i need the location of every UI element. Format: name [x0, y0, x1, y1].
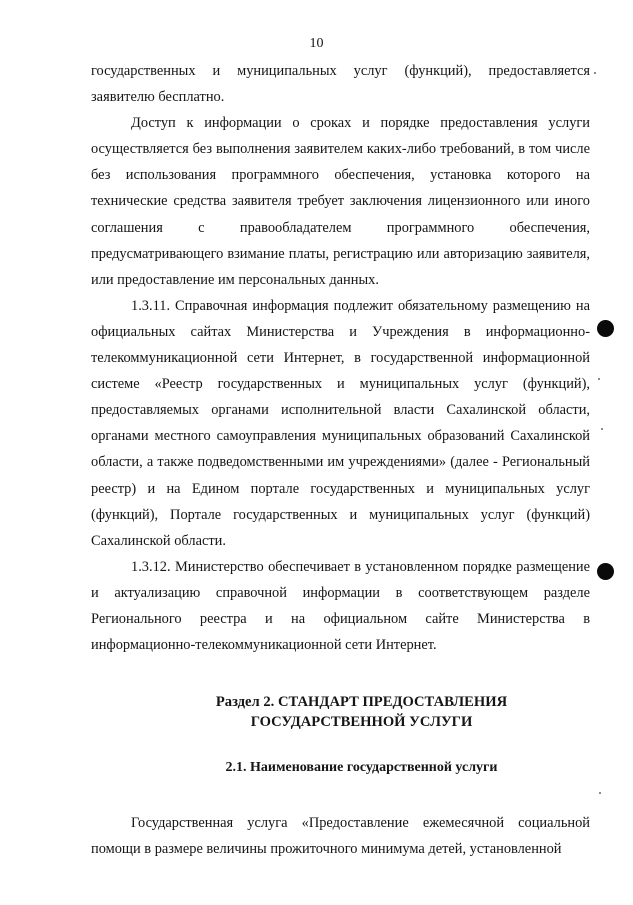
section-heading-line2: ГОСУДАРСТВЕННОЙ УСЛУГИ [250, 714, 473, 731]
scan-speck [601, 428, 603, 430]
section-heading-line1: Раздел 2. СТАНДАРТ ПРЕДОСТАВЛЕНИЯ [215, 694, 508, 711]
paragraph-1-3-11: 1.3.11. Справочная информация подлежит обязательному размещению на официальных сайтах Министерства и Учреждения в информационно-телекоммуникационной сети Интернет, в государственной информационной системе «Реестр государственных и муниципальных услуг (функций), предоставляемых органами исполнительной власти Сахалинской области, органами местного самоуправления муниципальных образований Сахалинской области, а также подведомственными им учреждениями» (далее - Региональный реестр) и на Едином портале государственных и муниципальных услуг (функций), Портале государственных и муниципальных услуг (функций) Сахалинской области. [91, 297, 590, 549]
page-number: 10 [309, 36, 324, 51]
punch-hole-lower [597, 563, 614, 580]
paragraph-continuation: государственных и муниципальных услуг (функций), предоставляется заявителю бесплатно. [91, 63, 590, 106]
scan-speck [598, 378, 600, 380]
subsection-heading: 2.1. Наименование государственной услуги [225, 760, 498, 776]
section-heading [91, 692, 590, 732]
document-body [91, 58, 590, 862]
scan-speck [594, 72, 596, 74]
scan-speck [599, 792, 601, 794]
paragraph-access-info: Доступ к информации о сроках и порядке предоставления услуги осуществляется без выполнения заявителем каких-либо требований, в том числе без использования программного обеспечения, установка которого на технические средства заявителя требует заключения лицензионного или иного соглашения с правообладателем программного обеспечения, предусматривающего взимание платы, регистрацию или авторизацию заявителя, или предоставление им персональных данных. [91, 115, 590, 288]
paragraph-1-3-12: 1.3.12. Министерство обеспечивает в установленном порядке размещение и актуализацию справочной информации в соответствующем разделе Регионального реестра и на официальном сайте Министерства в информационно-телекоммуникационной сети Интернет. [91, 558, 590, 654]
paragraph-service-name: Государственная услуга «Предоставление ежемесячной социальной помощи в размере величины прожиточного минимума детей, установленной [91, 815, 590, 858]
punch-hole-upper [597, 320, 614, 337]
